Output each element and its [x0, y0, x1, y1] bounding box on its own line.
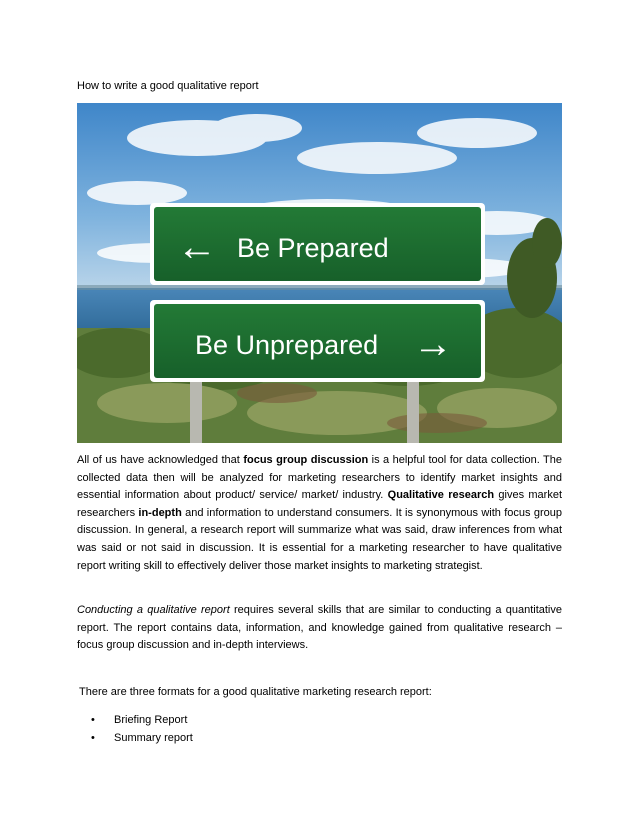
- list-item-label: Summary report: [114, 731, 193, 744]
- p1-bold-focus-group: focus group discussion: [243, 454, 369, 466]
- list-item-label: Briefing Report: [114, 714, 188, 726]
- bullet-icon: •: [91, 714, 95, 726]
- p1-text-3: gives market researchers: [77, 489, 563, 519]
- p1-bold-in-depth: in-depth: [138, 506, 182, 519]
- road-sign-photo: [77, 103, 562, 443]
- document-title: How to write a good qualitative report: [77, 80, 259, 92]
- p2-italic-lead: Conducting a qualitative report: [77, 604, 230, 616]
- formats-list: [77, 712, 193, 747]
- paragraph-focus-group: [77, 452, 562, 575]
- list-item: [77, 712, 193, 730]
- sign-arrow-right: →: [413, 322, 453, 366]
- p1-bold-qualitative-research: Qualitative research: [387, 489, 495, 502]
- bullet-icon: •: [91, 731, 95, 744]
- paragraph-three-formats: There are three formats for a good qualitative marketing research report:: [79, 686, 432, 698]
- p1-text-4: and information to understand consumers. It is synonymous with focus group discussion. In general, a research report will summarize what was said, draw inferences from what was said or not said in discussion. It is essential for a marketing researcher to have qualitative report writing skill to effectively deliver those market insights to marketing strategist.: [77, 506, 562, 572]
- sign-bottom-text: Be Unprepared: [195, 330, 379, 360]
- sign-arrow-left: ←: [177, 225, 217, 269]
- p1-text-1: All of us have acknowledged that: [77, 454, 244, 466]
- paragraph-conducting-report: [77, 602, 562, 655]
- p1-text-2: is a helpful tool for data collection. The collected data then will be analyzed for marketing researchers to identify market insights and essential information about product/ service/ market/ industry.: [77, 454, 562, 502]
- list-item: [77, 730, 193, 748]
- sign-top-text: Be Prepared: [237, 233, 389, 263]
- p2-text: requires several skills that are similar to conducting a quantitative report. The report contains data, information, and knowledge gained from qualitative research – focus group discussion and in-depth interviews.: [77, 604, 562, 652]
